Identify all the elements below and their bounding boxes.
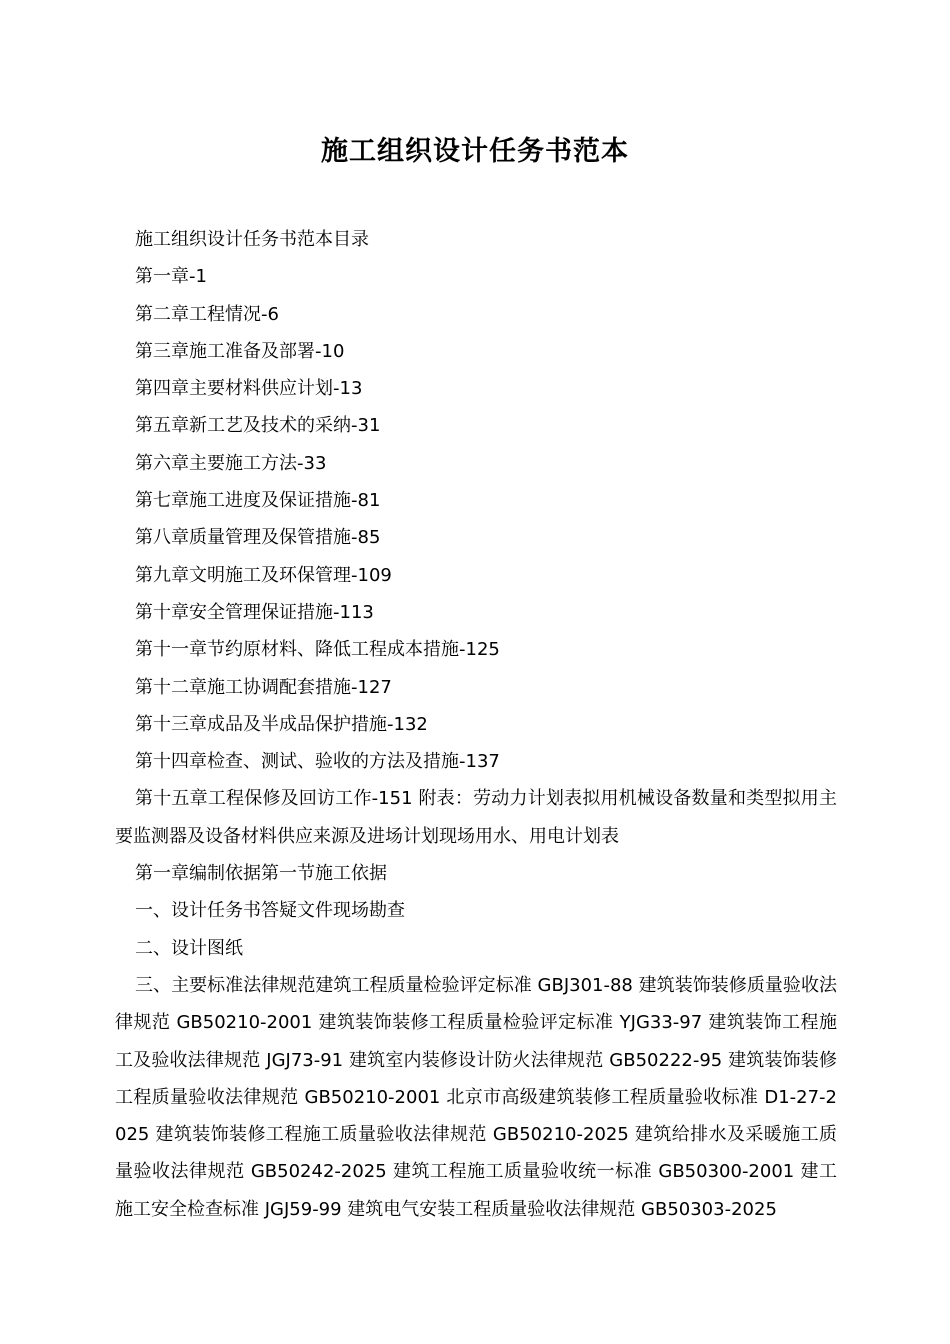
toc-appendix: 第十五章工程保修及回访工作-151 附表：劳动力计划表拟用机械设备数量和类型拟用主要监测器及设备材料供应来源及进场计划现场用水、用电计划表 [115, 788, 837, 847]
toc-item: 第十一章节约原材料、降低工程成本措施-125 [135, 639, 500, 661]
toc-item: 第七章施工进度及保证措施-81 [135, 490, 381, 512]
toc-item: 第十四章检查、测试、验收的方法及措施-137 [135, 751, 500, 773]
toc-item: 第四章主要材料供应计划-13 [135, 378, 363, 400]
toc-heading: 施工组织设计任务书范本目录 [135, 229, 369, 250]
toc-item: 第九章文明施工及环保管理-109 [135, 564, 392, 586]
toc-item: 第三章施工准备及部署-10 [135, 340, 345, 362]
toc-item: 第五章新工艺及技术的采纳-31 [135, 415, 381, 437]
toc-item: 第十章安全管理保证措施-113 [135, 601, 374, 623]
chapter-heading: 第一章编制依据第一节施工依据 [135, 863, 387, 885]
toc-item: 第八章质量管理及保管措施-85 [135, 527, 381, 549]
toc-list [115, 258, 837, 780]
toc-item: 第十三章成品及半成品保护措施-132 [135, 713, 428, 735]
toc-item: 第六章主要施工方法-33 [135, 452, 327, 474]
section-item: 一、设计任务书答疑文件现场勘查 [135, 900, 405, 922]
toc-item: 第一章-1 [135, 266, 207, 288]
page-title: 施工组织设计任务书范本 [321, 136, 629, 167]
document-body [115, 221, 837, 1228]
toc-item: 第十二章施工协调配套措施-127 [135, 676, 392, 698]
toc-item: 第二章工程情况-6 [135, 303, 279, 325]
section-item: 二、设计图纸 [135, 937, 243, 959]
standards-paragraph: 三、主要标准法律规范建筑工程质量检验评定标准 GBJ301-88 建筑装饰装修质量验收法律规范 GB50210-2001 建筑装饰装修工程质量检验评定标准 YJG33-97 建筑装饰工程施工及验收法律规范 JGJ73-91 建筑室内装修设计防火法律规范 GB50222-95 建筑装饰装修工程质量验收法律规范 GB50210-2001 北京市高级建筑装修工程质量验收标准 D1-27-2025 建筑装饰装修工程施工质量验收法律规范 GB50210-2025 建筑给排水及采暖施工质量验收法律规范 GB50242-2025 建筑工程施工质量验收统一标准 GB50300-2001 建工施工安全检查标准 JGJ59-99 建筑电气安装工程质量验收法律规范 GB50303-2025 [115, 974, 837, 1220]
